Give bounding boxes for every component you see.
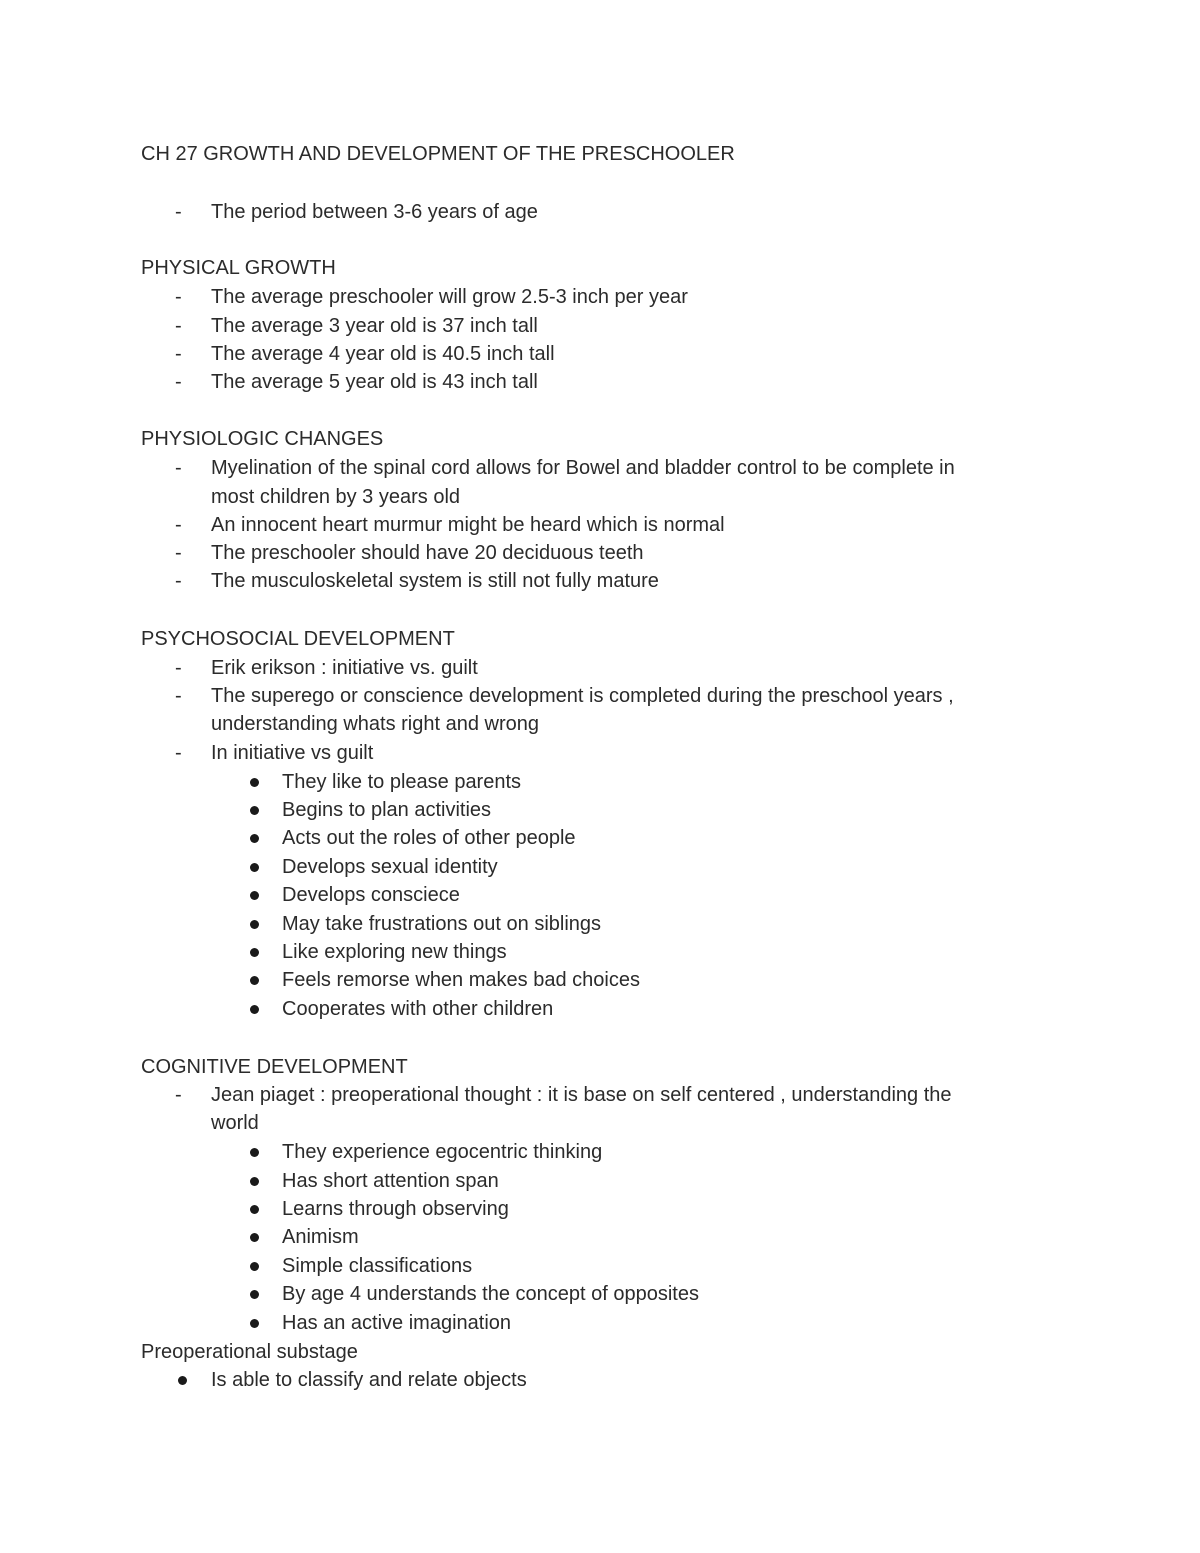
dash-marker: - [175,514,182,536]
bullet-marker [250,1262,259,1271]
intro-item: The period between 3-6 years of age [211,201,538,223]
list-item-continuation: most children by 3 years old [211,486,461,508]
bullet-marker [250,806,259,815]
dash-marker: - [175,1084,182,1106]
dash-marker: - [175,371,182,393]
dash-marker: - [175,201,182,223]
bullet-marker [250,1319,259,1328]
sub-list-item: By age 4 understands the concept of opposites [282,1283,699,1305]
sub-list-item: They experience egocentric thinking [282,1141,603,1163]
sub-list-item: Simple classifications [282,1255,473,1277]
section-heading-cognitive-development: COGNITIVE DEVELOPMENT [141,1056,408,1078]
bullet-marker [250,976,259,985]
list-item: Erik erikson : initiative vs. guilt [211,657,478,679]
sub-list-item: Like exploring new things [282,941,507,963]
sub-list-item: They like to please parents [282,771,522,793]
document-title: CH 27 GROWTH AND DEVELOPMENT OF THE PRESCHOOLER [141,143,735,165]
list-item: The superego or conscience development is completed during the preschool years , [211,685,954,707]
bullet-marker [178,1376,187,1385]
dash-marker: - [175,286,182,308]
bullet-marker [250,834,259,843]
list-item: The average 3 year old is 37 inch tall [211,315,538,337]
sub-list-item: Cooperates with other children [282,998,554,1020]
section-heading-preoperational-substage: Preoperational substage [141,1341,358,1363]
sub-list-item: May take frustrations out on siblings [282,913,602,935]
sub-list-item: Has an active imagination [282,1312,512,1334]
bullet-marker [250,1290,259,1299]
dash-marker: - [175,570,182,592]
sub-list-item: Develops sexual identity [282,856,498,878]
sub-list-item: Learns through observing [282,1198,509,1220]
list-item-continuation: world [211,1112,259,1134]
sub-list-item: Animism [282,1226,359,1248]
bullet-marker [250,863,259,872]
dash-marker: - [175,685,182,707]
sub-list-item: Begins to plan activities [282,799,492,821]
list-item: The preschooler should have 20 deciduous teeth [211,542,644,564]
bullet-marker [250,1005,259,1014]
sub-list-item: Develops consciece [282,884,460,906]
section-heading-physiologic-changes: PHYSIOLOGIC CHANGES [141,428,384,450]
bullet-marker [250,1233,259,1242]
sub-list-item: Has short attention span [282,1170,499,1192]
bullet-marker [250,1177,259,1186]
bullet-marker [250,948,259,957]
dash-marker: - [175,542,182,564]
bullet-marker [250,1205,259,1214]
bullet-marker [250,920,259,929]
dash-marker: - [175,343,182,365]
bullet-marker [250,891,259,900]
sub-list-item: Feels remorse when makes bad choices [282,969,640,991]
list-item: Is able to classify and relate objects [211,1369,527,1391]
list-item: The average 5 year old is 43 inch tall [211,371,538,393]
list-item: The musculoskeletal system is still not fully mature [211,570,659,592]
list-item: The average 4 year old is 40.5 inch tall [211,343,555,365]
dash-marker: - [175,657,182,679]
sub-list-item: Acts out the roles of other people [282,827,576,849]
list-item: The average preschooler will grow 2.5-3 inch per year [211,286,688,308]
list-item: An innocent heart murmur might be heard which is normal [211,514,725,536]
dash-marker: - [175,457,182,479]
list-item: In initiative vs guilt [211,742,374,764]
section-heading-psychosocial-development: PSYCHOSOCIAL DEVELOPMENT [141,628,455,650]
section-heading-physical-growth: PHYSICAL GROWTH [141,257,336,279]
list-item: Myelination of the spinal cord allows for Bowel and bladder control to be complete in [211,457,955,479]
bullet-marker [250,778,259,787]
list-item-continuation: understanding whats right and wrong [211,713,539,735]
dash-marker: - [175,315,182,337]
list-item: Jean piaget : preoperational thought : it is base on self centered , understanding the [211,1084,952,1106]
dash-marker: - [175,742,182,764]
bullet-marker [250,1148,259,1157]
